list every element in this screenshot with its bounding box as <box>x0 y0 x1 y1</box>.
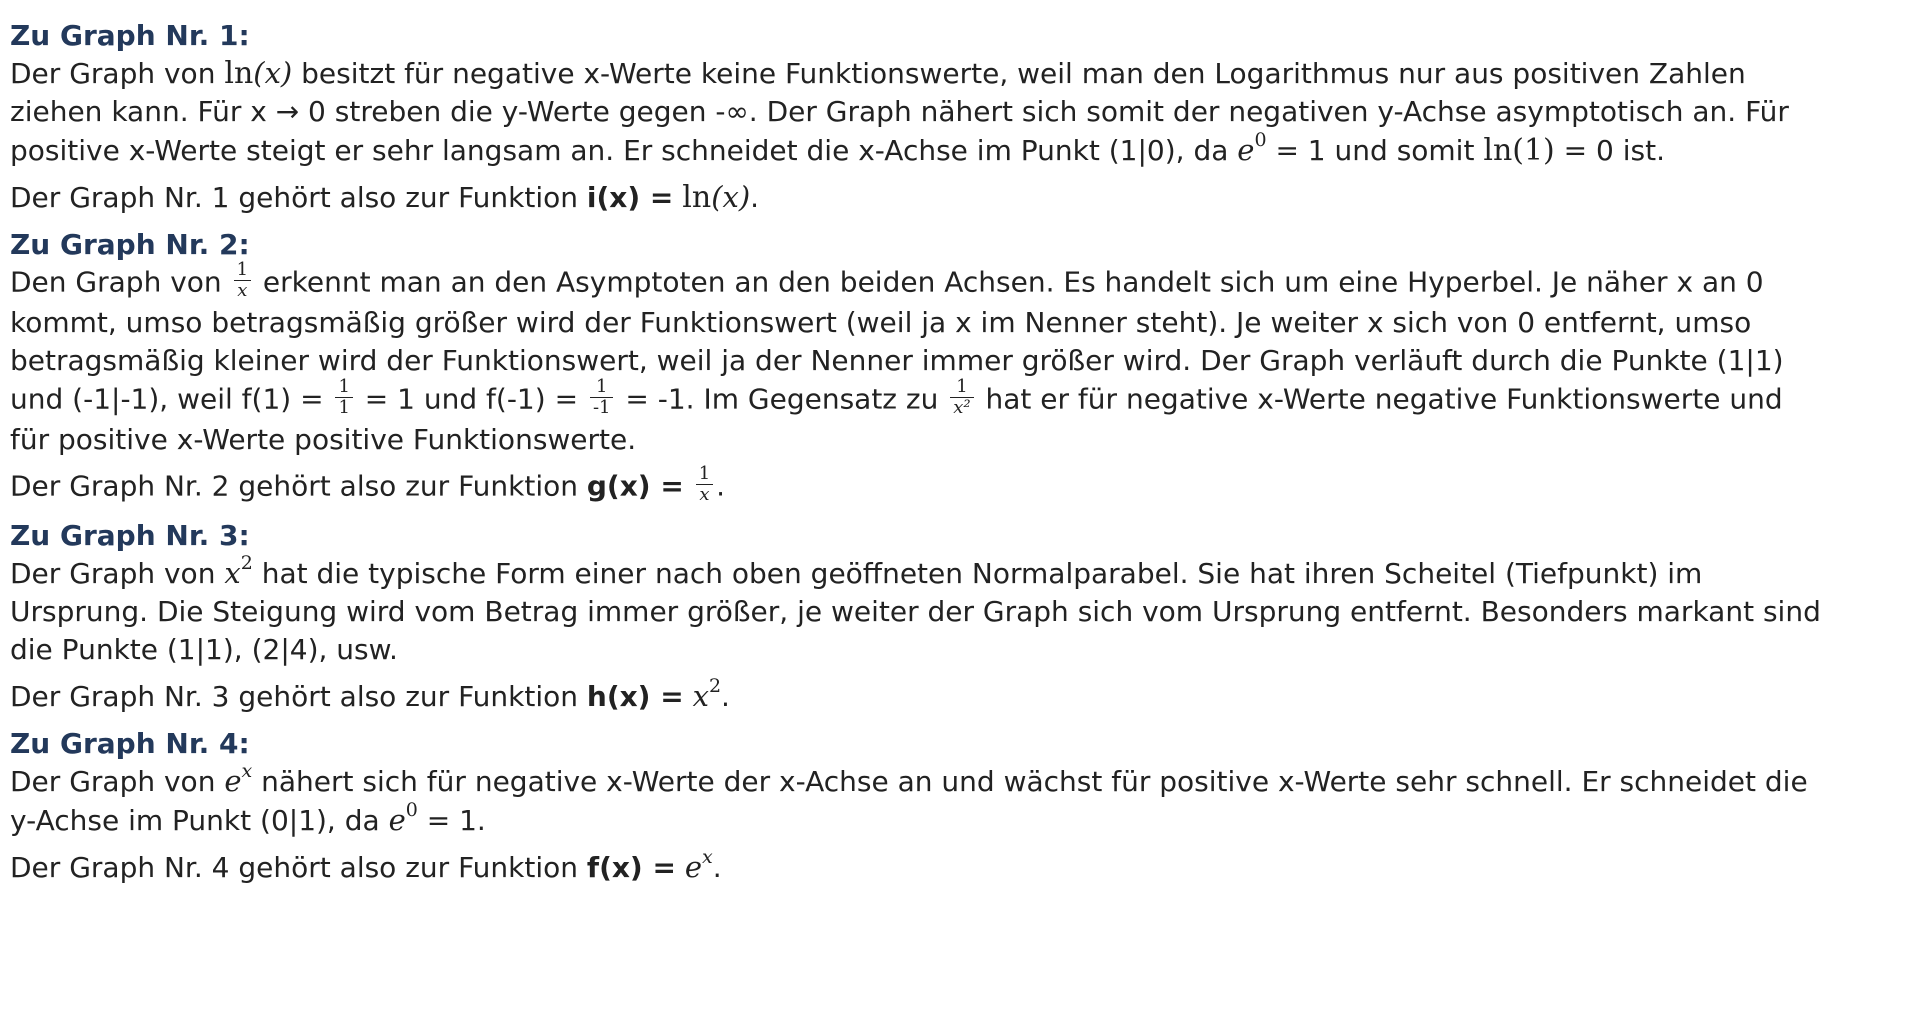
math-e: e <box>388 803 406 837</box>
fraction <box>590 377 614 418</box>
text: . <box>712 851 722 884</box>
fraction-denominator: x² <box>953 397 971 418</box>
section-graph-2 <box>10 227 1910 508</box>
fraction-numerator: 1 <box>335 377 352 398</box>
fraction-numerator: 1 <box>696 464 713 485</box>
text: hat die typische Form einer nach oben geöffneten Normalparabel. Sie hat ihren Scheitel (Tiefpunkt) im <box>252 557 1703 590</box>
section-heading: Zu Graph Nr. 3: <box>10 519 250 552</box>
text: Ursprung. Die Steigung wird vom Betrag immer größer, je weiter der Graph sich vom Ursprung entfernt. Besonders markant sind <box>10 595 1821 628</box>
paragraph-explanation <box>10 259 1910 459</box>
paragraph-conclusion <box>10 463 1910 508</box>
text: hat er für negative x-Werte negative Funktionswerte und <box>976 382 1783 416</box>
fraction-numerator: 1 <box>590 377 614 398</box>
text: = 1 und somit <box>1266 134 1484 167</box>
math-exponent: 2 <box>708 675 722 697</box>
fraction-denominator: x <box>699 484 710 505</box>
section-heading: Zu Graph Nr. 2: <box>10 228 250 261</box>
fraction-denominator: -1 <box>592 397 611 418</box>
text: nähert sich für negative x-Werte der x-Achse an und wächst für positive x-Werte sehr schnell. Er schneidet die <box>252 765 1808 798</box>
math-exponent: x <box>241 760 253 782</box>
paragraph-explanation <box>10 54 1910 170</box>
text: erkennt man an den Asymptoten an den beiden Achsen. Es handelt sich um eine Hyperbel. Je näher x an 0 <box>254 265 1764 299</box>
section-heading: Zu Graph Nr. 4: <box>10 727 250 760</box>
math-e: e <box>224 764 242 798</box>
function-name: f(x) = <box>586 851 676 884</box>
text: für positive x-Werte positive Funktionswerte. <box>10 423 637 456</box>
text: . <box>750 181 760 214</box>
math-x: x <box>224 556 241 590</box>
math-exponent: x <box>702 846 713 868</box>
text: = -1. Im Gegensatz zu <box>616 382 948 416</box>
text: . <box>716 469 726 503</box>
text: . <box>721 680 730 713</box>
math-arg: (x) <box>253 56 293 90</box>
paragraph-explanation <box>10 762 1910 840</box>
text: = 1. <box>417 804 486 837</box>
text: Der Graph Nr. 4 gehört also zur Funktion <box>10 851 587 884</box>
text: ziehen kann. Für x → 0 streben die y-Werte gegen -∞. Der Graph nähert sich somit der negativen y-Achse asymptotisch an. Für <box>10 95 1789 128</box>
paragraph-conclusion <box>10 178 1910 217</box>
math-arg: (1) <box>1512 133 1555 168</box>
text: = 0 ist. <box>1554 134 1665 167</box>
text: Der Graph von <box>10 557 225 590</box>
text: y-Achse im Punkt (0|1), da <box>10 804 389 837</box>
paragraph-explanation <box>10 554 1910 669</box>
text: Der Graph Nr. 3 gehört also zur Funktion <box>10 680 587 713</box>
text: Der Graph von <box>10 765 225 798</box>
text: kommt, umso betragsmäßig größer wird der Funktionswert (weil ja x im Nenner steht). Je weiter x sich von 0 entfernt, umso <box>10 306 1752 339</box>
fraction <box>234 260 251 301</box>
math-exponent: 2 <box>240 552 253 574</box>
math-exponent: 0 <box>1254 129 1267 151</box>
section-graph-4 <box>10 726 1910 887</box>
math-exponent: 0 <box>405 799 418 821</box>
math-ln: ln <box>224 56 254 91</box>
text: Der Graph Nr. 2 gehört also zur Funktion <box>10 469 587 503</box>
function-name: g(x) = <box>586 469 684 503</box>
text: Der Graph Nr. 1 gehört also zur Funktion <box>10 181 587 214</box>
math-e: e <box>684 850 703 884</box>
text: betragsmäßig kleiner wird der Funktionswert, weil ja der Nenner immer größer wird. Der Graph verläuft durch die Punkte (1|1) <box>10 344 1784 377</box>
fraction-numerator: 1 <box>950 377 973 398</box>
math-x: x <box>692 679 709 713</box>
math-ln: ln <box>682 180 712 215</box>
paragraph-conclusion <box>10 848 1910 887</box>
fraction <box>335 377 352 418</box>
fraction-numerator: 1 <box>234 260 251 281</box>
paragraph-conclusion <box>10 677 1910 716</box>
text: die Punkte (1|1), (2|4), usw. <box>10 633 398 666</box>
text: und (-1|-1), weil f(1) = <box>10 382 333 416</box>
text: positive x-Werte steigt er sehr langsam an. Er schneidet die x-Achse im Punkt (1|0), da <box>10 134 1238 167</box>
text: = 1 und f(-1) = <box>355 382 587 416</box>
text: besitzt für negative x-Werte keine Funktionswerte, weil man den Logarithmus nur aus positiven Zahlen <box>292 57 1746 90</box>
section-graph-3 <box>10 518 1910 716</box>
math-e: e <box>1237 133 1255 167</box>
function-name: h(x) = <box>586 680 684 713</box>
section-graph-1 <box>10 18 1910 217</box>
text: Der Graph von <box>10 57 225 90</box>
section-heading: Zu Graph Nr. 1: <box>10 19 250 52</box>
fraction <box>950 377 973 418</box>
math-ln: ln <box>1483 133 1513 168</box>
fraction <box>696 464 713 505</box>
function-name: i(x) = <box>586 181 674 214</box>
fraction-denominator: 1 <box>338 397 350 418</box>
text: Den Graph von <box>10 265 231 299</box>
fraction-denominator: x <box>237 280 248 301</box>
math-arg: (x) <box>711 180 751 214</box>
